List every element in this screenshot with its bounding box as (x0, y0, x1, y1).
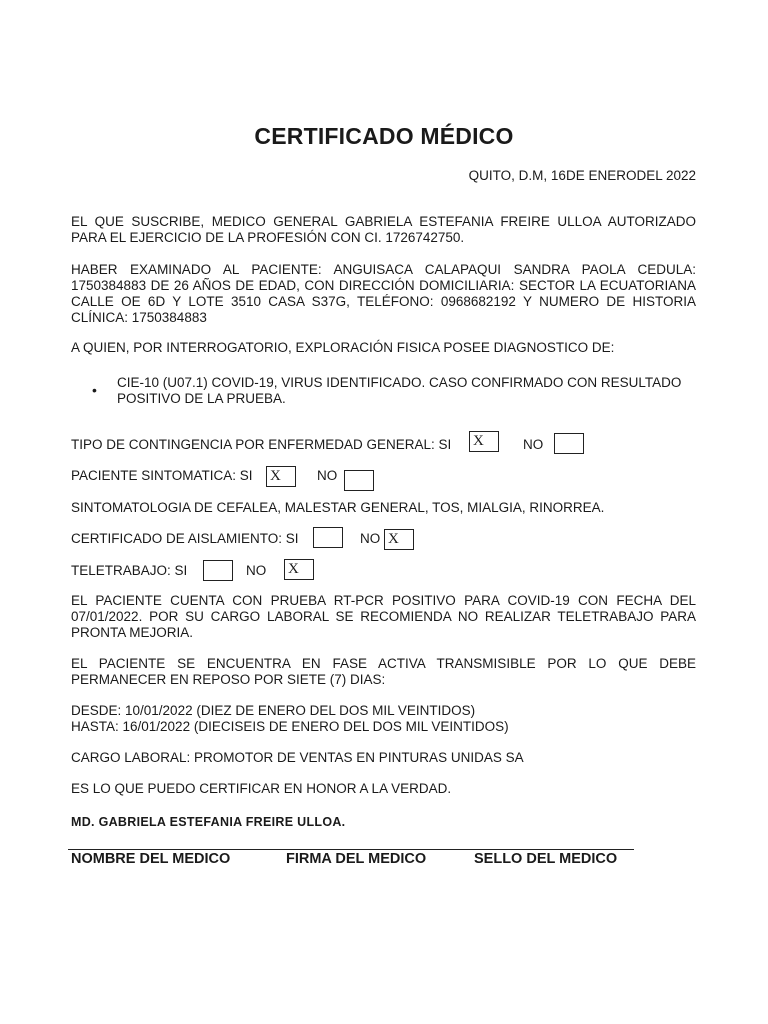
aislamiento-no-checkbox[interactable]: X (384, 529, 414, 550)
sintomatica-si-checkbox[interactable]: X (266, 466, 296, 487)
certifico-text: ES LO QUE PUEDO CERTIFICAR EN HONOR A LA VERDAD. (71, 781, 452, 796)
aislamiento-label: CERTIFICADO DE AISLAMIENTO: SI (71, 531, 299, 546)
contingencia-si-checkbox[interactable]: X (469, 431, 499, 452)
signature-firma-label: FIRMA DEL MEDICO (286, 851, 427, 867)
contingencia-label: TIPO DE CONTINGENCIA POR ENFERMEDAD GENERAL: SI (71, 437, 452, 452)
paragraph-reposo: EL PACIENTE SE ENCUENTRA EN FASE ACTIVA TRANSMISIBLE POR LO QUE DEBE PERMANECER EN REPOSO POR SIETE (7) DIAS: (71, 656, 696, 687)
teletrabajo-si-checkbox[interactable] (203, 560, 233, 581)
document-title: CERTIFICADO MÉDICO (254, 123, 514, 149)
aislamiento-si-checkbox[interactable] (313, 527, 343, 548)
doctor-name: MD. GABRIELA ESTEFANIA FREIRE ULLOA. (71, 815, 346, 829)
signature-sello-label: SELLO DEL MEDICO (474, 851, 618, 867)
contingencia-no-checkbox[interactable] (554, 433, 584, 454)
paragraph-prueba: EL PACIENTE CUENTA CON PRUEBA RT-PCR POSITIVO PARA COVID-19 CON FECHA DEL 07/01/2022. POR SU CARGO LABORAL SE RECOMIENDA NO REALIZAR TELETRABAJO PARA PRONTA MEJORIA. (71, 593, 696, 640)
contingencia-no-label: NO (523, 437, 544, 452)
sintomatica-no-label: NO (317, 468, 338, 483)
diagnostico-item: CIE-10 (U07.1) COVID-19, VIRUS IDENTIFICADO. CASO CONFIRMADO CON RESULTADO POSITIVO DE LA PRUEBA. (117, 375, 682, 406)
reposo-hasta: HASTA: 16/01/2022 (DIECISEIS DE ENERO DEL DOS MIL VEINTIDOS) (71, 719, 509, 734)
signature-nombre-label: NOMBRE DEL MEDICO (71, 851, 231, 867)
sintomatica-label: PACIENTE SINTOMATICA: SI (71, 468, 253, 483)
reposo-desde: DESDE: 10/01/2022 (DIEZ DE ENERO DEL DOS MIL VEINTIDOS) (71, 703, 476, 718)
sintomatologia-text: SINTOMATOLOGIA DE CEFALEA, MALESTAR GENERAL, TOS, MIALGIA, RINORREA. (71, 500, 605, 515)
cargo-laboral: CARGO LABORAL: PROMOTOR DE VENTAS EN PINTURAS UNIDAS SA (71, 750, 524, 765)
bullet-icon: • (92, 382, 97, 398)
paragraph-diagnostico-intro: A QUIEN, POR INTERROGATORIO, EXPLORACIÓN FISICA POSEE DIAGNOSTICO DE: (71, 340, 615, 355)
signature-line (68, 849, 634, 850)
sintomatica-no-checkbox[interactable] (344, 470, 374, 491)
teletrabajo-no-label: NO (246, 563, 267, 578)
teletrabajo-label: TELETRABAJO: SI (71, 563, 188, 578)
aislamiento-no-label: NO (360, 531, 381, 546)
paragraph-suscribe: EL QUE SUSCRIBE, MEDICO GENERAL GABRIELA ESTEFANIA FREIRE ULLOA AUTORIZADO PARA EL EJERCICIO DE LA PROFESIÓN CON CI. 1726742750. (71, 214, 696, 245)
date-line: QUITO, D.M, 16DE ENERODEL 2022 (468, 168, 696, 183)
teletrabajo-no-checkbox[interactable]: X (284, 559, 314, 580)
paragraph-paciente: HABER EXAMINADO AL PACIENTE: ANGUISACA CALAPAQUI SANDRA PAOLA CEDULA: 1750384883 DE 26 AÑOS DE EDAD, CON DIRECCIÓN DOMICILIARIA: SECTOR LA ECUATORIANA CALLE OE 6D Y LOTE 3510 CASA S37G, TELÉFONO: 0968682192 Y NUMERO DE HISTORIA CLÍNICA: 1750384883 (71, 262, 696, 325)
